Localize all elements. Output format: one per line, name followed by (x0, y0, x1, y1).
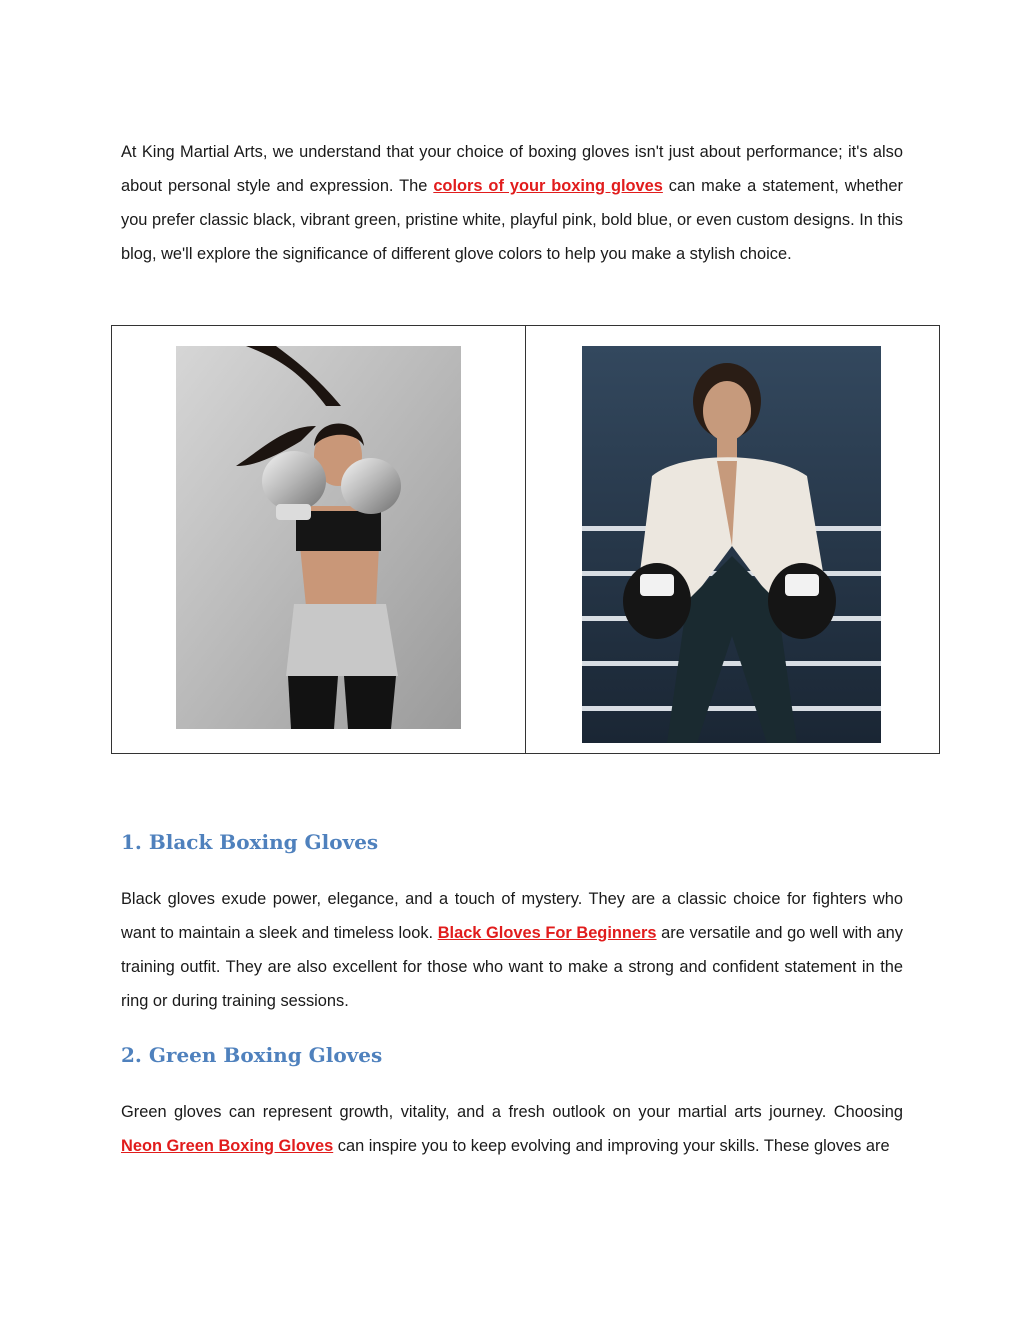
colors-of-boxing-gloves-link[interactable]: colors of your boxing gloves (433, 177, 663, 195)
intro-paragraph (121, 135, 903, 271)
black-gloves-for-beginners-link[interactable]: Black Gloves For Beginners (437, 924, 657, 942)
image-table (111, 325, 940, 754)
section-2-heading: 2. Green Boxing Gloves (121, 1043, 383, 1067)
model-silver-gloves-photo (176, 346, 461, 729)
section-2-text-1: Green gloves can represent growth, vitality, and a fresh outlook on your martial arts journey. Choosing (121, 1103, 903, 1121)
image-cell-left (112, 326, 526, 753)
section-1-paragraph (121, 882, 903, 1018)
intro-text-2: can make a statement, whether you prefer classic black, vibrant green, pristine white, playful pink, bold blue, or even custom designs. In this blog, we'll explore the significance of different glove colors to help you make a stylish choice. (121, 177, 904, 263)
model-black-gloves-ring-photo (582, 346, 881, 743)
section-2-paragraph (121, 1095, 903, 1163)
neon-green-boxing-gloves-link[interactable]: Neon Green Boxing Gloves (121, 1137, 334, 1155)
section-2-text-2: can inspire you to keep evolving and improving your skills. These gloves are (333, 1137, 890, 1155)
image-cell-right (526, 326, 939, 753)
section-1-text-1: Black gloves exude power, elegance, and a touch of mystery. They are a classic choice for fighters who want to maintain a sleek and timeless look. (121, 890, 903, 942)
section-1-heading: 1. Black Boxing Gloves (121, 830, 379, 854)
section-1-text-2: are versatile and go well with any training outfit. They are also excellent for those who want to make a strong and confident statement in the ring or during training sessions. (121, 924, 903, 1010)
intro-text-1: At King Martial Arts, we understand that your choice of boxing gloves isn't just about performance; it's also about personal style and expression. The (121, 143, 903, 195)
